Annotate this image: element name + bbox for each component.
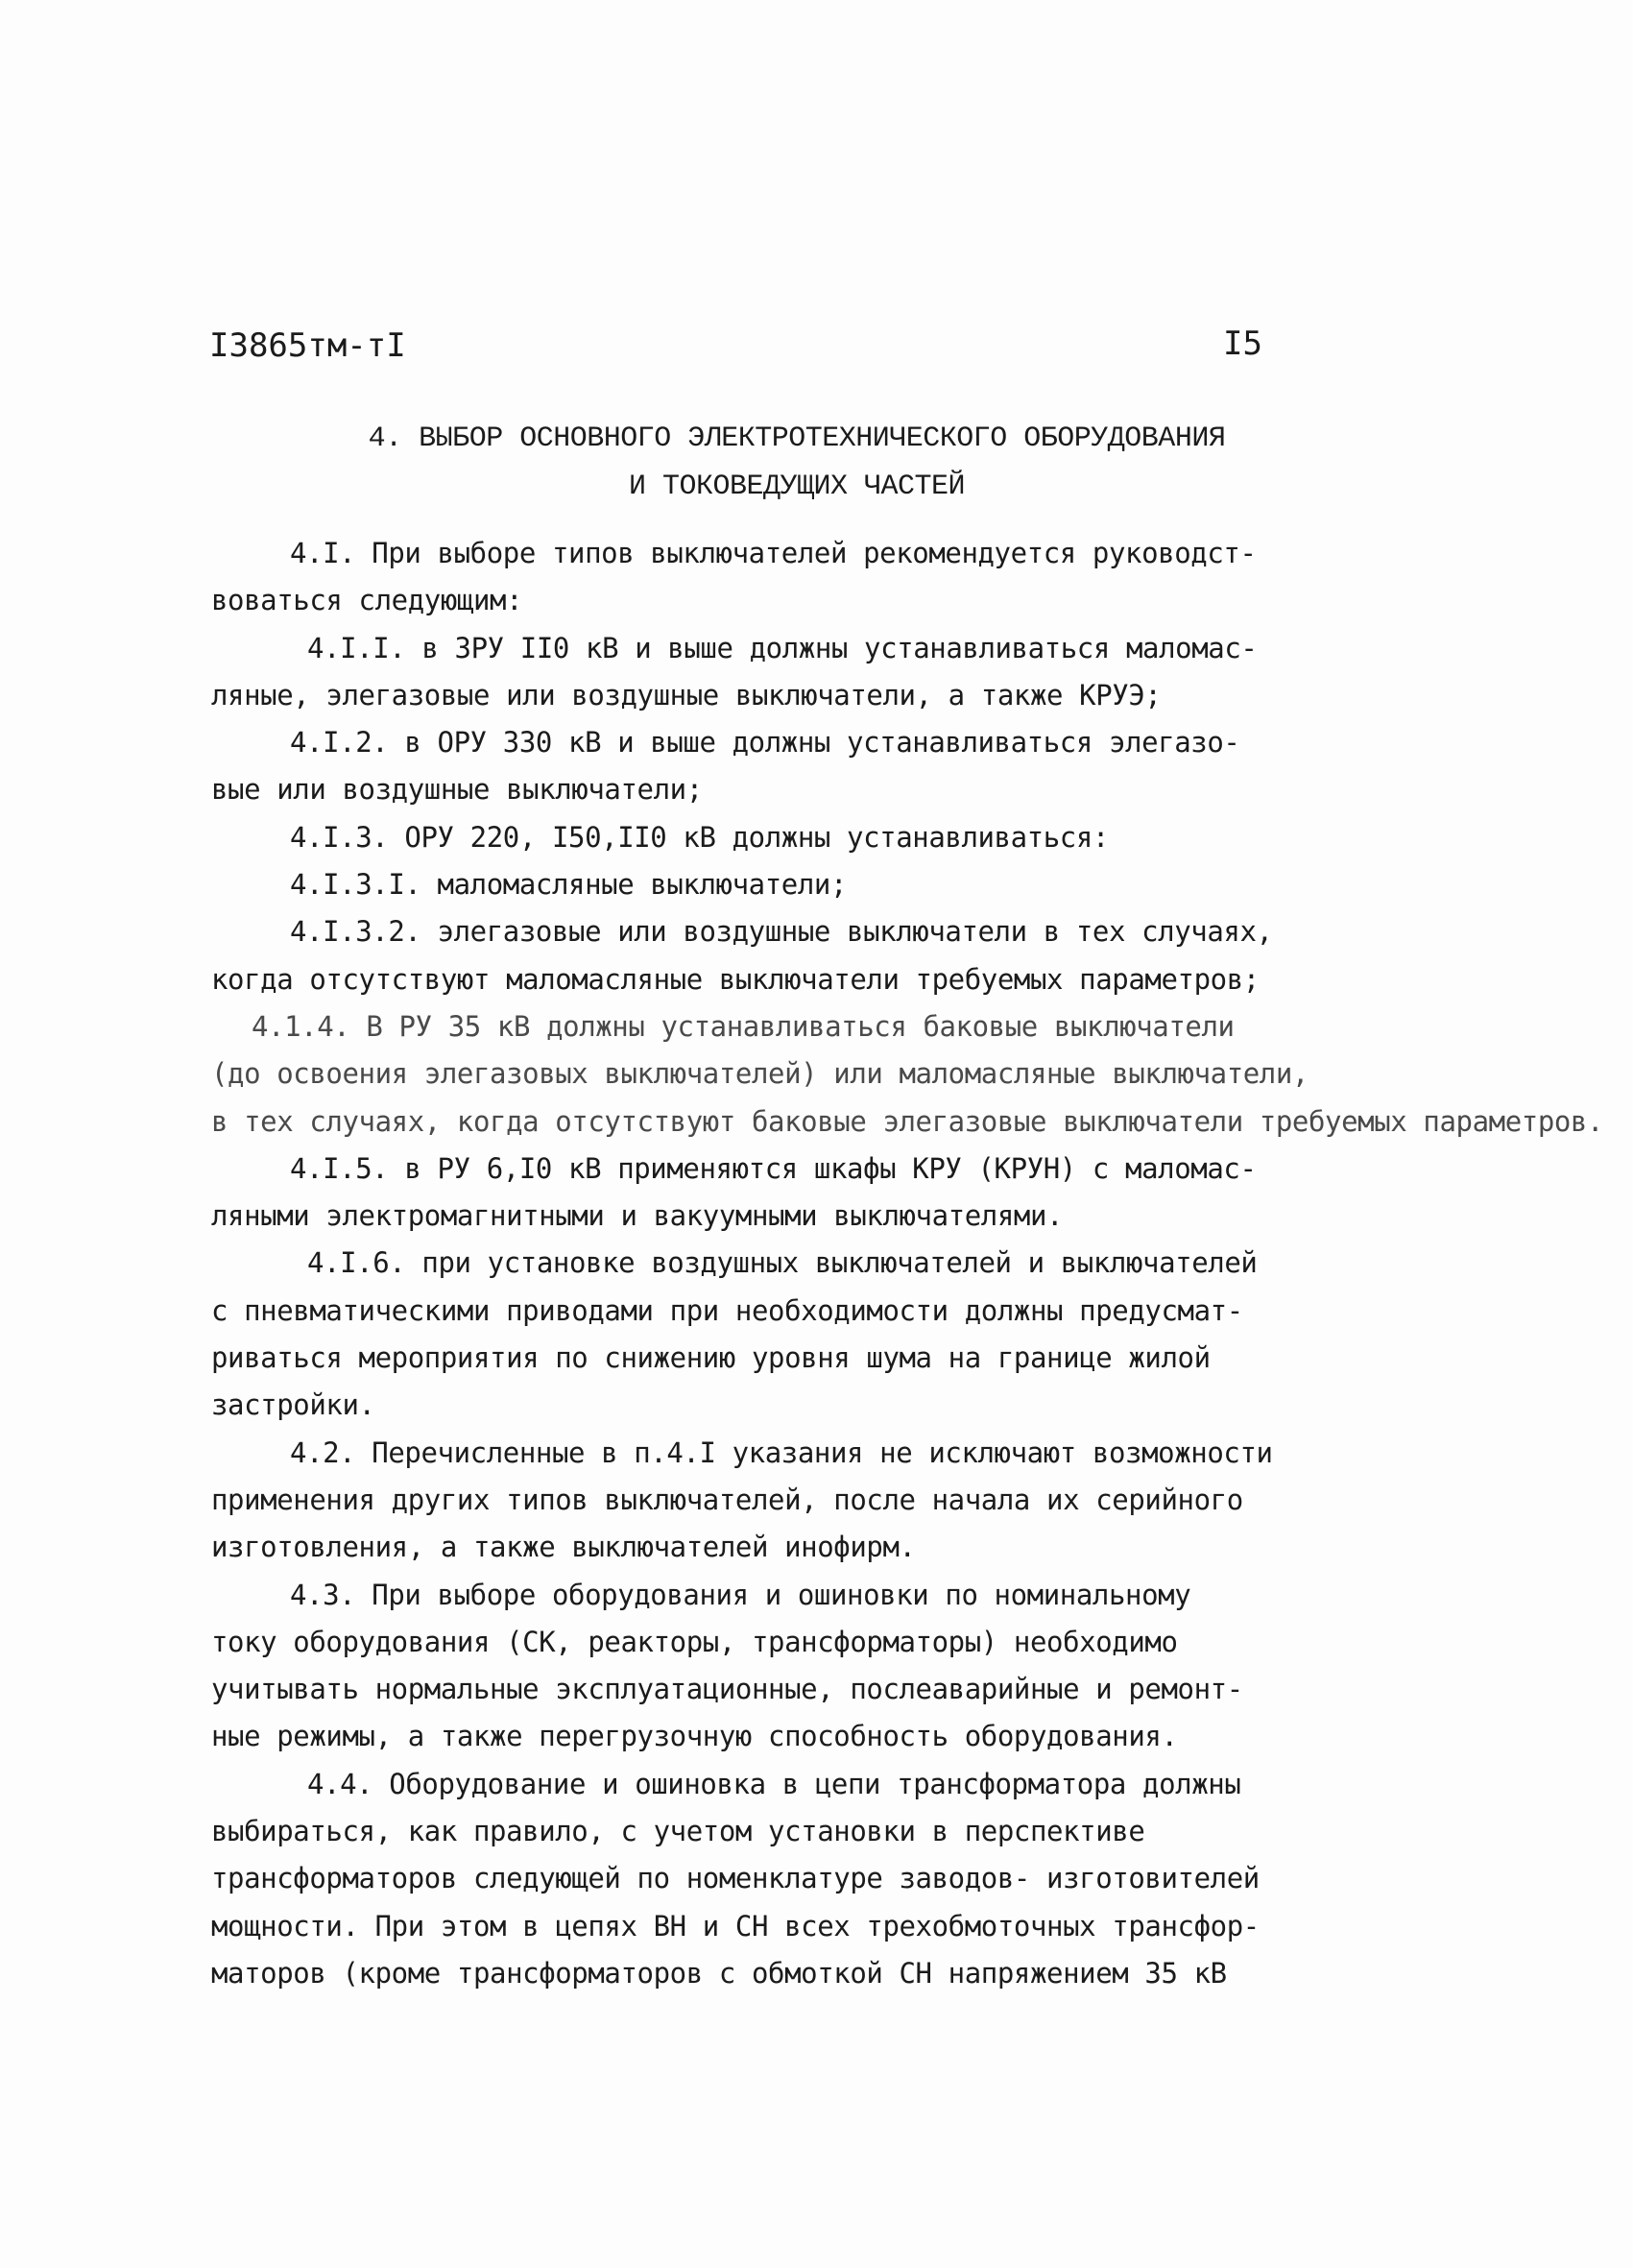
text-line: маторов (кроме трансформаторов с обмоткой СН напряжением 35 кВ: [211, 1956, 1227, 1990]
text-line: 4.3. При выборе оборудования и ошиновки по номинальному: [290, 1578, 1191, 1611]
text-line: выбираться, как правило, с учетом установки в перспективе: [211, 1815, 1145, 1848]
text-line: 4.I.3. ОРУ 220, I50,II0 кВ должны устанавливаться:: [290, 820, 1109, 854]
text-line: (до освоения элегазовых выключателей) или маломасляные выключатели,: [211, 1057, 1309, 1091]
text-line: применения других типов выключателей, после начала их серийного: [211, 1483, 1243, 1516]
text-line: вые или воздушные выключатели;: [211, 773, 703, 807]
text-line: риваться мероприятия по снижению уровня шума на границе жилой: [211, 1341, 1211, 1375]
text-line: когда отсутствуют маломасляные выключатели требуемых параметров;: [211, 962, 1260, 996]
document-code: I3865тм-тI: [209, 326, 406, 365]
document-body: [211, 530, 1604, 1997]
section-title: [192, 415, 1402, 511]
text-line: ляными электромагнитными и вакуумными выключателями.: [211, 1199, 1064, 1233]
page-number: I5: [1223, 325, 1262, 363]
section-title-line-2: И ТОКОВЕДУЩИХ ЧАСТЕЙ: [628, 470, 966, 503]
text-line: 4.I.2. в ОРУ 330 кВ и выше должны устанавливаться элегазо-: [290, 726, 1240, 760]
text-line: трансформаторов следующей по номенклатуре заводов- изготовителей: [211, 1862, 1260, 1895]
text-line: воваться следующим:: [211, 584, 523, 617]
section-title-line-1: 4. ВЫБОР ОСНОВНОГО ЭЛЕКТРОТЕХНИЧЕСКОГО ОБОРУДОВАНИЯ: [368, 422, 1226, 455]
text-line: 4.I. При выборе типов выключателей рекомендуется руководст-: [290, 537, 1257, 569]
text-line: мощности. При этом в цепях ВН и СН всех трехобмоточных трансфор-: [211, 1909, 1260, 1942]
text-line: изготовления, а также выключателей инофирм.: [211, 1531, 916, 1564]
text-line: с пневматическими приводами при необходимости должны предусмат-: [211, 1293, 1243, 1327]
text-line: 4.2. Перечисленные в п.4.I указания не исключают возможности: [290, 1436, 1273, 1469]
text-line: 4.1.4. В РУ 35 кВ должны устанавливаться баковые выключатели: [252, 1009, 1235, 1043]
text-line: 4.I.5. в РУ 6,I0 кВ применяются шкафы КРУ (КРУН) с маломас-: [290, 1151, 1257, 1185]
text-line: 4.I.6. при установке воздушных выключателей и выключателей: [307, 1246, 1258, 1280]
text-line: ляные, элегазовые или воздушные выключатели, а также КРУЭ;: [211, 678, 1162, 712]
text-line: 4.I.I. в ЗРУ II0 кВ и выше должны устанавливаться маломас-: [307, 631, 1258, 664]
text-line: ные режимы, а также перегрузочную способность оборудования.: [211, 1720, 1178, 1753]
page-header: [209, 326, 1265, 374]
text-line: учитывать нормальные эксплуатационные, послеаварийные и ремонт-: [211, 1673, 1243, 1706]
text-line: 4.I.3.2. элегазовые или воздушные выключатели в тех случаях,: [290, 915, 1273, 949]
text-line: в тех случаях, когда отсутствуют баковые элегазовые выключатели требуемых параметров.: [211, 1104, 1604, 1138]
text-line: току оборудования (СК, реакторы, трансформаторы) необходимо: [211, 1625, 1178, 1658]
text-line: 4.I.3.I. маломасляные выключатели;: [290, 868, 848, 902]
text-line: 4.4. Оборудование и ошиновка в цепи трансформатора должны: [307, 1767, 1241, 1800]
text-line: застройки.: [211, 1388, 375, 1422]
